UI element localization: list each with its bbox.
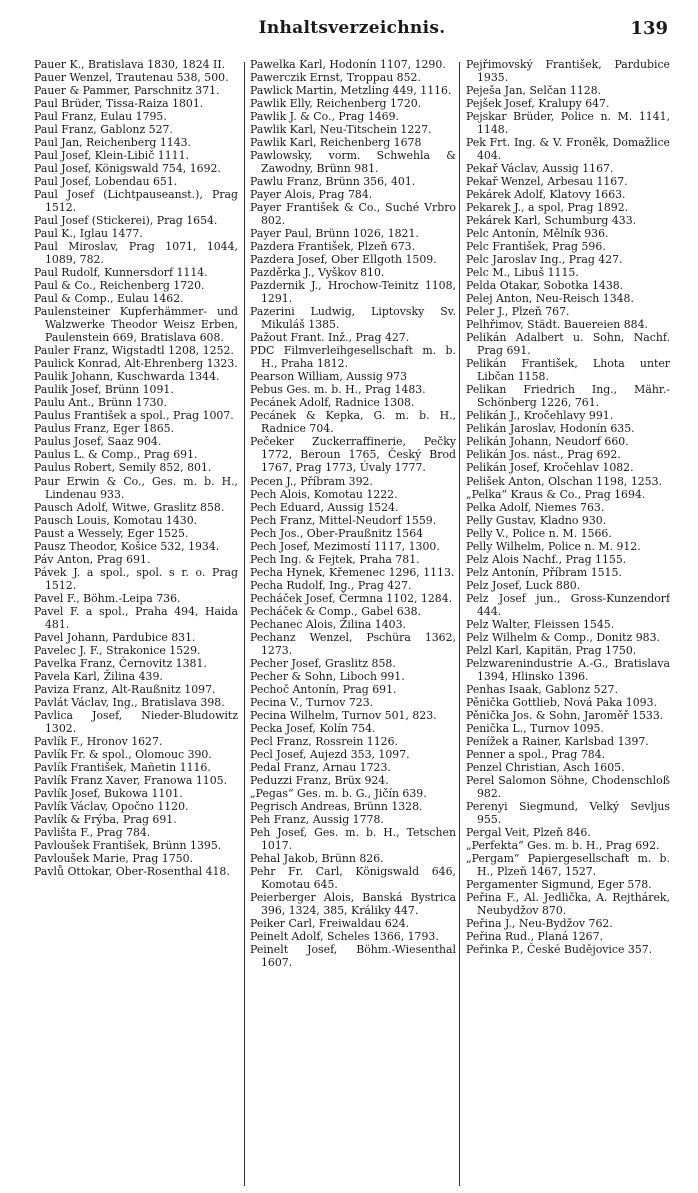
index-entry: Pecháček & Comp., Gabel 638. — [250, 604, 422, 618]
index-entry: Pawlu Franz, Brünn 356, 401. — [250, 175, 416, 189]
index-entry: Pawlik Elly, Reichenberg 1720. — [250, 97, 422, 111]
index-entry: Pejšek Josef, Kralupy 647. — [466, 97, 610, 111]
index-entry: Peduzzi Franz, Brüx 924. — [250, 773, 389, 787]
index-entry: Pergamenter Sigmund, Eger 578. — [466, 877, 652, 891]
index-entry: Pecl Franz, Rossrein 1126. — [250, 734, 398, 748]
index-entry: Pedal Franz, Arnau 1723. — [250, 760, 391, 774]
index-entry: Pelzl Karl, Kapitän, Prag 1750. — [466, 643, 637, 657]
index-entry: Páv Anton, Prag 691. — [34, 552, 151, 566]
page-number: 139 — [630, 18, 668, 39]
index-entry: Pech Eduard, Aussig 1524. — [250, 500, 399, 514]
index-entry: Paul & Co., Reichenberg 1720. — [34, 279, 205, 293]
index-entry: Pecher & Sohn, Liboch 991. — [250, 669, 405, 683]
index-entry: Pelz Walter, Fleissen 1545. — [466, 617, 615, 631]
index-entry: Pelda Otakar, Sobotka 1438. — [466, 279, 624, 293]
index-entry: Pawlick Martin, Metzling 449, 1116. — [250, 84, 452, 98]
index-entry: Paul & Comp., Eulau 1462. — [34, 292, 184, 306]
index-entry: Pauer Wenzel, Trautenau 538, 500. — [34, 71, 229, 85]
index-entry: Peler J., Plzeň 767. — [466, 305, 570, 319]
index-entry: Paulus L. & Comp., Prag 691. — [34, 448, 198, 462]
index-entry: Pavlík František, Mañetin 1116. — [34, 760, 211, 774]
index-entry: Pawerczik Ernst, Troppau 852. — [250, 71, 421, 85]
index-entry: Pergal Veit, Plzeň 846. — [466, 825, 591, 839]
index-entry: Pecher Josef, Graslitz 858. — [250, 656, 396, 670]
index-entry: Pauer & Pammer, Parschnitz 371. — [34, 84, 220, 98]
index-entry: Pawlik Karl, Reichenberg 1678 — [250, 136, 422, 150]
index-entry: Pecen J., Příbram 392. — [250, 474, 373, 488]
index-entry: Pausch Adolf, Witwe, Graslitz 858. — [34, 500, 225, 514]
index-entry: Pelhřimov, Städt. Bauereien 884. — [466, 318, 648, 332]
index-entry: Paulick Konrad, Alt-Ehrenberg 1323. — [34, 357, 238, 371]
index-entry: Pawlik J. & Co., Prag 1469. — [250, 110, 400, 124]
index-entry: Pavelec J. F., Strakonice 1529. — [34, 643, 201, 657]
index-entry: Penížek a Rainer, Karlsbad 1397. — [466, 734, 649, 748]
index-entry: Pecánek Adolf, Radnice 1308. — [250, 396, 415, 410]
index-entry: Pěnička Jos. & Sohn, Jaroměř 1533. — [466, 708, 664, 722]
index-entry: Pehr Fr. Carl, Königswald 646, Komotau 645. — [250, 864, 456, 891]
index-entry: Pelikán Johann, Neudorf 660. — [466, 435, 629, 449]
index-entry: Pecina V., Turnov 723. — [250, 695, 374, 709]
index-entry: Peřinka P., České Budějovice 357. — [466, 943, 653, 957]
index-entry: Paulus Josef, Saaz 904. — [34, 435, 162, 449]
index-entry: Pelz Josef jun., Gross-Kunzendorf 444. — [466, 591, 670, 618]
index-entry: „Pegas“ Ges. m. b. G., Jičín 639. — [250, 786, 427, 800]
index-entry: Pekarek J., a spol, Prag 1892. — [466, 201, 629, 215]
index-entry: Pelzwarenindustrie A.-G., Bratislava 1394, Hlinsko 1396. — [466, 656, 670, 683]
index-entry: Pekař Václav, Aussig 1167. — [466, 162, 614, 176]
index-entry: Pávek J. a spol., spol. s r. o. Prag 1512. — [34, 565, 238, 592]
index-entry: Paust a Wessely, Eger 1525. — [34, 526, 189, 540]
index-entry: Pavlík Fr. & spol., Olomouc 390. — [34, 747, 212, 761]
index-entry: Pěnička Gottlieb, Nová Paka 1093. — [466, 695, 658, 709]
index-entry: Pelikán Jos. nást., Prag 692. — [466, 448, 621, 462]
index-entry: PDC Filmverleihgesellschaft m. b. H., Praha 1812. — [250, 344, 456, 371]
index-entry: Paul K., Iglau 1477. — [34, 227, 143, 241]
index-entry: Paul Miroslav, Prag 1071, 1044, 1089, 782. — [34, 240, 238, 267]
index-entry: Paul Rudolf, Kunnersdorf 1114. — [34, 266, 208, 280]
index-entry: Payer František & Co., Suché Vrbro 802. — [250, 201, 456, 228]
index-entry: Pavlík & Frýba, Prag 691. — [34, 812, 177, 826]
index-entry: Pech Jos., Ober-Praußnitz 1564 — [250, 526, 424, 540]
index-entry: Pažout Frant. Inž., Prag 427. — [250, 331, 410, 345]
index-entry: Paul Franz, Eulau 1795. — [34, 110, 167, 124]
index-entry: Paur Erwin & Co., Ges. m. b. H., Lindenau 933. — [34, 474, 238, 501]
index-entry: Peřina J., Neu-Bydžov 762. — [466, 917, 613, 931]
index-entry: Pelka Adolf, Niemes 763. — [466, 500, 605, 514]
index-entry: Pejřimovský František, Pardubice 1935. — [466, 58, 670, 85]
index-entry: Pebus Ges. m. b. H., Prag 1483. — [250, 383, 426, 397]
index-entry: Pauer K., Bratislava 1830, 1824 II. — [34, 58, 226, 71]
index-entry: Paulu Ant., Brünn 1730. — [34, 396, 167, 410]
index-entry: Pelej Anton, Neu-Reisch 1348. — [466, 292, 634, 306]
index-column-2 — [250, 58, 456, 1188]
index-entry: Peřina F., Al. Jedlička, A. Rejthárek, Neubydžov 870. — [466, 891, 670, 918]
index-entry: Pecina Wilhelm, Turnov 501, 823. — [250, 708, 437, 722]
index-entry: Pawlowsky, vorm. Schwehla & Zawodny, Brünn 981. — [250, 149, 456, 176]
index-entry: Pelikan Friedrich Ing., Mähr.-Schönberg 1226, 761. — [466, 383, 670, 410]
index-entry: Perel Salomon Söhne, Chodenschloß 982. — [466, 773, 670, 800]
index-entry: Pechanz Wenzel, Pschüra 1362, 1273. — [250, 630, 456, 657]
index-entry: Pecha Rudolf, Ing., Prag 427. — [250, 578, 412, 592]
index-entry: Peinelt Josef, Böhm.-Wiesenthal 1607. — [250, 943, 456, 970]
index-entry: Pelz Alois Nachf., Prag 1155. — [466, 552, 627, 566]
index-entry: Pelz Wilhelm & Comp., Donitz 983. — [466, 630, 661, 644]
index-entry: Pavlík Josef, Bukowa 1101. — [34, 786, 183, 800]
index-entry: Pelikán František, Lhota unter Libčan 1158. — [466, 357, 670, 384]
page-title: Inhaltsverzeichnis. — [258, 18, 446, 38]
index-entry: Pelz Antonín, Příbram 1515. — [466, 565, 622, 579]
index-entry: Pelikán Jaroslav, Hodonín 635. — [466, 422, 635, 436]
index-entry: Pazdernik J., Hrochow-Teinitz 1108, 1291. — [250, 279, 456, 306]
index-entry: Pelc František, Prag 596. — [466, 240, 606, 254]
index-entry: Paul Josef, Lobendau 651. — [34, 175, 178, 189]
index-column-3 — [466, 58, 670, 1188]
index-entry: Penzel Christian, Asch 1605. — [466, 760, 625, 774]
index-entry: Pecánek & Kepka, G. m. b. H., Radnice 704. — [250, 409, 456, 436]
index-entry: Pechoč Antonín, Prag 691. — [250, 682, 397, 696]
index-entry: Pelišek Anton, Olschan 1198, 1253. — [466, 474, 662, 488]
index-entry: Pavloušek Marie, Prag 1750. — [34, 851, 193, 865]
index-entry: Paul Josef, Königswald 754, 1692. — [34, 162, 221, 176]
index-entry: Peiker Carl, Freiwaldau 624. — [250, 917, 410, 931]
index-entry: Pečeker Zuckerraffinerie, Pečky 1772, Beroun 1765, Český Brod 1767, Prag 1773, Úvaly 1777. — [250, 435, 456, 475]
index-entry: Pelly Wilhelm, Police n. M. 912. — [466, 539, 641, 553]
index-entry: Pelc Jaroslav Ing., Prag 427. — [466, 253, 623, 267]
index-entry: Peierberger Alois, Banská Bystrica 396, 1324, 385, Králiky 447. — [250, 891, 456, 918]
index-entry: Pavela Karl, Žilina 439. — [34, 669, 163, 683]
index-entry: Pavlica Josef, Nieder-Bludowitz 1302. — [34, 708, 238, 735]
index-entry: Paul Franz, Gablonz 527. — [34, 123, 173, 137]
index-entry: Pavlík Václav, Opočno 1120. — [34, 799, 189, 813]
index-entry: Pelc Antonín, Mělník 936. — [466, 227, 609, 241]
index-entry: Pecka Josef, Kolín 754. — [250, 721, 376, 735]
index-entry: Penner a spol., Prag 784. — [466, 747, 606, 761]
index-entry: Pecháček Josef, Čermna 1102, 1284. — [250, 591, 453, 605]
index-entry: Payer Paul, Brünn 1026, 1821. — [250, 227, 419, 241]
index-entry: Pearson William, Aussig 973 — [250, 370, 408, 384]
index-entry: Pausch Louis, Komotau 1430. — [34, 513, 198, 527]
index-entry: Peinelt Adolf, Scheles 1366, 1793. — [250, 930, 439, 944]
index-entry: Pejskar Brüder, Police n. M. 1141, 1148. — [466, 110, 670, 137]
index-entry: Pelly Gustav, Kladno 930. — [466, 513, 607, 527]
index-entry: Paul Josef, Klein-Libič 1111. — [34, 149, 189, 163]
index-entry: Pech Alois, Komotau 1222. — [250, 487, 398, 501]
index-entry: Paul Josef (Lichtpauseanst.), Prag 1512. — [34, 188, 238, 215]
index-entry: Peh Franz, Aussig 1778. — [250, 812, 384, 826]
index-entry: Pekárek Karl, Schumburg 433. — [466, 214, 637, 228]
index-entry: Pegrisch Andreas, Brünn 1328. — [250, 799, 423, 813]
index-entry: Pavel F. a spol., Praha 494, Haida 481. — [34, 604, 238, 631]
index-entry: Pelly V., Police n. M. 1566. — [466, 526, 612, 540]
index-entry: „Pelka“ Kraus & Co., Prag 1694. — [466, 487, 646, 501]
index-entry: Pelikán J., Kročehlavy 991. — [466, 409, 614, 423]
index-entry: Penička L., Turnov 1095. — [466, 721, 604, 735]
index-entry: Pavel Johann, Pardubice 831. — [34, 630, 196, 644]
index-entry: „Perfekta“ Ges. m. b. H., Prag 692. — [466, 838, 660, 852]
index-entry: Pavlát Václav, Ing., Bratislava 398. — [34, 695, 225, 709]
index-entry: Paulus František a spol., Prag 1007. — [34, 409, 234, 423]
index-entry: Pehal Jakob, Brünn 826. — [250, 851, 384, 865]
index-entry: Paul Jan, Reichenberg 1143. — [34, 136, 192, 150]
index-entry: Payer Alois, Prag 784. — [250, 188, 373, 202]
page-header — [36, 14, 668, 48]
index-entry: Pazdera František, Plzeň 673. — [250, 240, 416, 254]
index-entry: Pelc M., Libuš 1115. — [466, 266, 579, 280]
index-entry: Pavlů Ottokar, Ober-Rosenthal 418. — [34, 864, 230, 878]
index-entry: Perenyi Siegmund, Velký Sevljus 955. — [466, 799, 670, 826]
index-entry: Penhas Isaak, Gablonz 527. — [466, 682, 618, 696]
index-entry: Pawlik Karl, Neu-Titschein 1227. — [250, 123, 432, 137]
index-entry: Pazděrka J., Vyškov 810. — [250, 266, 385, 280]
index-entry: Pavlišta F., Prag 784. — [34, 825, 151, 839]
index-entry: Pausz Theodor, Košice 532, 1934. — [34, 539, 220, 553]
index-entry: Pech Josef, Mezimostí 1117, 1300. — [250, 539, 440, 553]
index-entry: Pekárek Adolf, Klatovy 1663. — [466, 188, 626, 202]
index-entry: Pecha Hynek, Křemenec 1296, 1113. — [250, 565, 455, 579]
index-entry: Paulus Franz, Eger 1865. — [34, 422, 175, 436]
index-entry: Pavloušek František, Brünn 1395. — [34, 838, 222, 852]
index-entry: Pelz Josef, Luck 880. — [466, 578, 581, 592]
index-entry: Paulus Robert, Semily 852, 801. — [34, 461, 212, 475]
index-entry: Peřina Rud., Planá 1267. — [466, 930, 603, 944]
index-entry: Pavel F., Böhm.-Leipa 736. — [34, 591, 181, 605]
index-column-1 — [34, 58, 238, 1188]
index-entry: „Pergam“ Papiergesellschaft m. b. H., Plzeň 1467, 1527. — [466, 851, 670, 878]
index-entry: Pelikán Josef, Kročehlav 1082. — [466, 461, 634, 475]
index-entry: Pechanec Alois, Žilina 1403. — [250, 617, 406, 631]
index-entry: Pavelka Franz, Černovitz 1381. — [34, 656, 207, 670]
index-columns — [34, 58, 670, 1188]
index-entry: Paviza Franz, Alt-Raußnitz 1097. — [34, 682, 216, 696]
index-entry: Pazdera Josef, Ober Ellgoth 1509. — [250, 253, 437, 267]
index-entry: Paul Brüder, Tissa-Raiza 1801. — [34, 97, 204, 111]
index-entry: Paulik Josef, Brünn 1091. — [34, 383, 174, 397]
index-entry: Pavlík F., Hronov 1627. — [34, 734, 163, 748]
index-entry: Pavlík Franz Xaver, Franowa 1105. — [34, 773, 228, 787]
index-entry: Pelikán Adalbert u. Sohn, Nachf. Prag 691. — [466, 331, 670, 358]
index-entry: Pekař Wenzel, Arbesau 1167. — [466, 175, 628, 189]
index-entry: Pech Ing. & Fejtek, Praha 781. — [250, 552, 420, 566]
index-entry: Peh Josef, Ges. m. b. H., Tetschen 1017. — [250, 825, 456, 852]
index-entry: Paul Josef (Stickerei), Prag 1654. — [34, 214, 218, 228]
index-entry: Pawelka Karl, Hodonín 1107, 1290. — [250, 58, 446, 71]
index-entry: Pech Franz, Mittel-Neudorf 1559. — [250, 513, 437, 527]
index-entry: Pek Frt. Ing. & V. Froněk, Domažlice 404. — [466, 136, 670, 163]
index-entry: Peješa Jan, Selčan 1128. — [466, 84, 602, 98]
index-entry: Pauler Franz, Wigstadtl 1208, 1252. — [34, 344, 234, 358]
index-entry: Pazerini Ludwig, Liptovsky Sv. Mikuláš 1385. — [250, 305, 456, 332]
index-entry: Paulik Johann, Kuschwarda 1344. — [34, 370, 220, 384]
index-entry: Pecl Josef, Aujezd 353, 1097. — [250, 747, 410, 761]
index-entry: Paulensteiner Kupferhämmer- und Walzwerke Theodor Weisz Erben, Paulenstein 669, Bratislava 608. — [34, 305, 238, 345]
